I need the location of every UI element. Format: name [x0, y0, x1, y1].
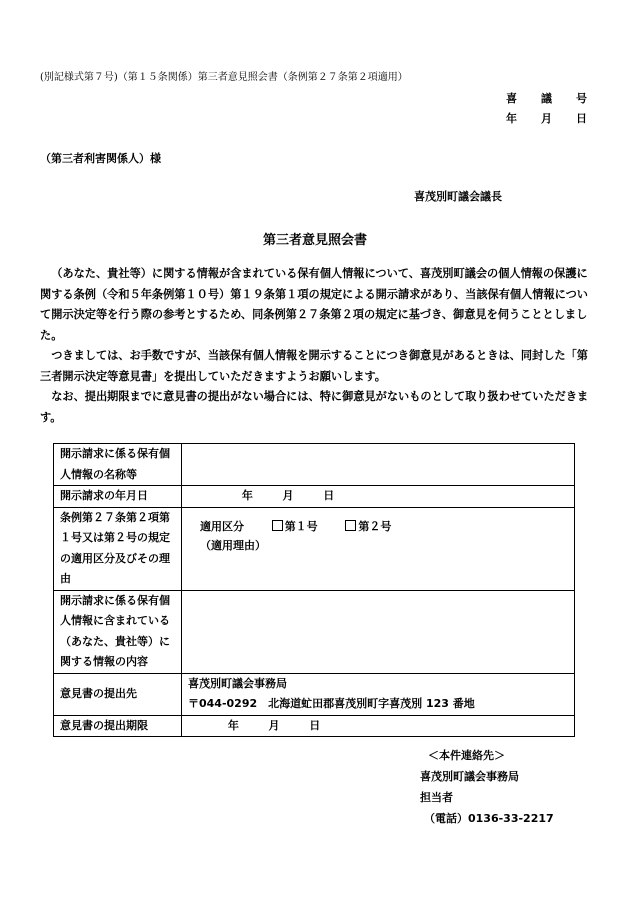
row-value-category — [182, 507, 575, 590]
row-label-request-date: 開示請求の年月日 — [54, 486, 182, 508]
table-row — [54, 590, 575, 673]
row-label-deadline: 意見書の提出期限 — [54, 715, 182, 737]
table-row — [54, 444, 575, 486]
info-table — [53, 443, 575, 737]
row-value-submit-to — [182, 673, 575, 715]
contact-block — [420, 745, 554, 829]
option1-checkbox[interactable] — [272, 520, 283, 531]
row-value-info-name — [182, 444, 575, 486]
paragraph-3: なお、提出期限までに意見書の提出がない場合には、特に御意見がないものとして取り扱わせていただきます。 — [40, 390, 589, 424]
issue-date-year: 年 — [506, 112, 517, 125]
paragraph-1: （あなた、貴社等）に関する情報が含まれている保有個人情報について、喜茂別町議会の個人情報の保護に関する条例（令和５年条例第１０号）第１９条第１項の規定による開示請求があり、当該保有個人情報について開示決定等を行う際の参考とするため、同条例第２７条第２項の規定に基づき、御意見を伺うこととしました。 — [40, 267, 588, 342]
request-date-month: 月 — [282, 489, 294, 502]
category-label: 適用区分 — [200, 519, 244, 533]
row-label-submit-to: 意見書の提出先 — [54, 673, 182, 715]
table-row — [54, 715, 575, 737]
reason-label: （適用理由） — [200, 538, 266, 552]
issue-date-month: 月 — [541, 112, 552, 125]
deadline-day: 日 — [309, 718, 321, 732]
contact-heading: ＜本件連絡先＞ — [428, 749, 505, 762]
deadline-month: 月 — [268, 718, 280, 732]
doc-number-label-3: 号 — [576, 92, 587, 105]
table-row — [54, 673, 575, 715]
row-value-deadline — [182, 715, 575, 737]
option1-label: 第１号 — [284, 519, 318, 533]
doc-number-label-1: 喜 — [506, 92, 517, 105]
row-value-info-content — [182, 590, 575, 673]
deadline-year: 年 — [227, 718, 239, 732]
row-label-info-content: 開示請求に係る保有個人情報に含まれている（あなた、貴社等）に関する情報の内容 — [54, 590, 182, 673]
contact-org: 喜茂別町議会事務局 — [420, 770, 519, 783]
table-row — [54, 507, 575, 590]
contact-phone: （電話）0136-33-2217 — [424, 812, 554, 825]
submit-to-org: 喜茂別町議会事務局 — [188, 676, 287, 690]
document-title: 第三者意見照会書 — [262, 233, 367, 248]
contact-person: 担当者 — [420, 791, 453, 804]
paragraph-2: つきましては、お手数ですが、当該保有個人情報を開示することにつき御意見があるときは、同封した「第三者開示決定等意見書」を提出していただきますようお願いします。 — [40, 349, 588, 383]
addressee: （第三者利害関係人）様 — [40, 152, 161, 165]
body-text — [40, 264, 590, 428]
doc-number-label-2: 議 — [541, 92, 552, 105]
form-note: (別記様式第７号)（第１５条関係）第三者意見照会書（条例第２７条第２項適用） — [40, 72, 408, 83]
row-label-info-name: 開示請求に係る保有個人情報の名称等 — [54, 444, 182, 486]
option2-label: 第２号 — [358, 519, 392, 533]
sender: 喜茂別町議会議長 — [414, 190, 502, 203]
issue-date-day: 日 — [576, 112, 587, 125]
request-date-day: 日 — [323, 489, 335, 502]
row-label-category: 条例第２７条第２項第１号又は第２号の規定の適用区分及びその理由 — [54, 507, 182, 590]
option2-checkbox[interactable] — [345, 520, 356, 531]
request-date-year: 年 — [241, 489, 253, 502]
table-row — [54, 486, 575, 508]
submit-to-address: 〒044-0292 北海道虻田郡喜茂別町字喜茂別 123 番地 — [188, 697, 475, 710]
row-value-request-date — [182, 486, 575, 508]
